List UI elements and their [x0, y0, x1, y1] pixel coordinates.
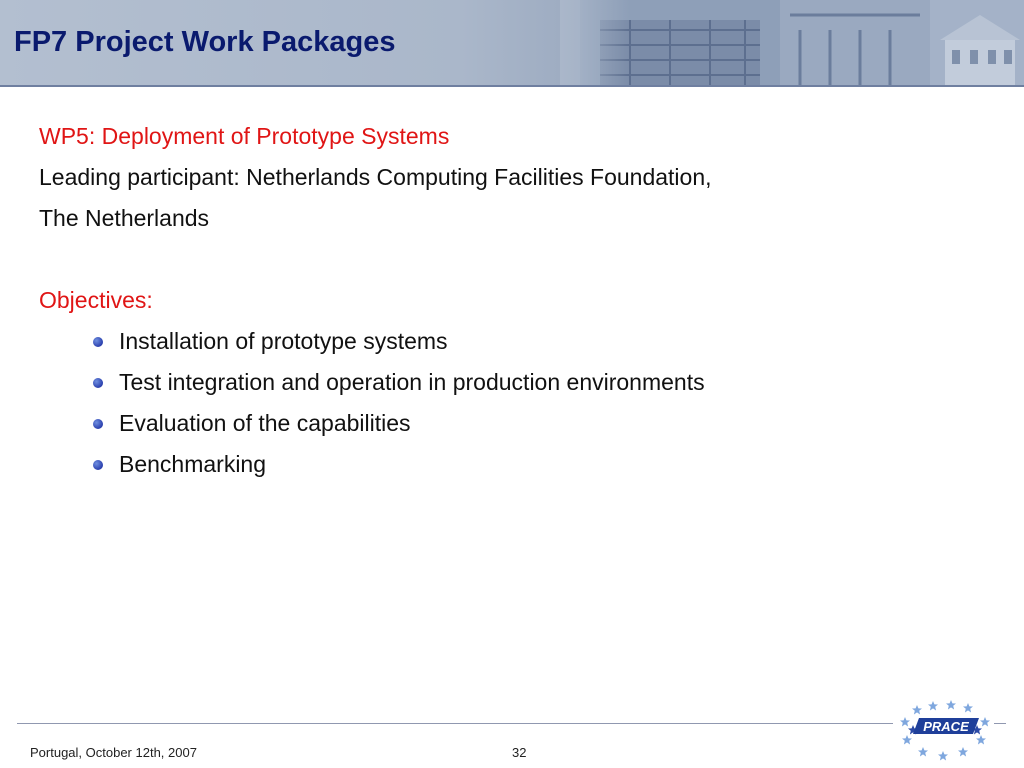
footer-divider	[17, 723, 893, 724]
slide-title: FP7 Project Work Packages	[14, 26, 396, 58]
objective-text: Benchmarking	[119, 451, 267, 477]
objective-text: Evaluation of the capabilities	[119, 410, 411, 436]
objective-text: Test integration and operation in production environments	[119, 369, 705, 395]
objectives-label: Objectives:	[39, 287, 153, 313]
spacer	[39, 239, 999, 280]
list-item	[93, 444, 999, 485]
list-item	[93, 321, 999, 362]
objectives-list	[39, 321, 999, 485]
list-item	[93, 362, 999, 403]
work-package-heading: WP5: Deployment of Prototype Systems	[39, 123, 450, 149]
logo-text: PRACE	[923, 719, 969, 734]
footer-location-date: Portugal, October 12th, 2007	[30, 745, 197, 760]
bullet-icon	[93, 460, 103, 470]
page-number: 32	[512, 745, 527, 760]
leading-participant-line-2: The Netherlands	[39, 205, 210, 231]
bullet-icon	[93, 337, 103, 347]
bullet-icon	[93, 378, 103, 388]
header-photo-collage-icon	[560, 0, 1024, 85]
prace-stars-logo-icon	[893, 700, 995, 764]
list-item	[93, 403, 999, 444]
objective-text: Installation of prototype systems	[119, 328, 448, 354]
leading-participant-line-1: Leading participant: Netherlands Computing Facilities Foundation,	[39, 164, 712, 190]
bullet-icon	[93, 419, 103, 429]
header-divider	[0, 85, 1024, 87]
footer-divider-right	[994, 723, 1006, 724]
slide-body	[39, 116, 999, 485]
title-banner	[0, 0, 1024, 85]
